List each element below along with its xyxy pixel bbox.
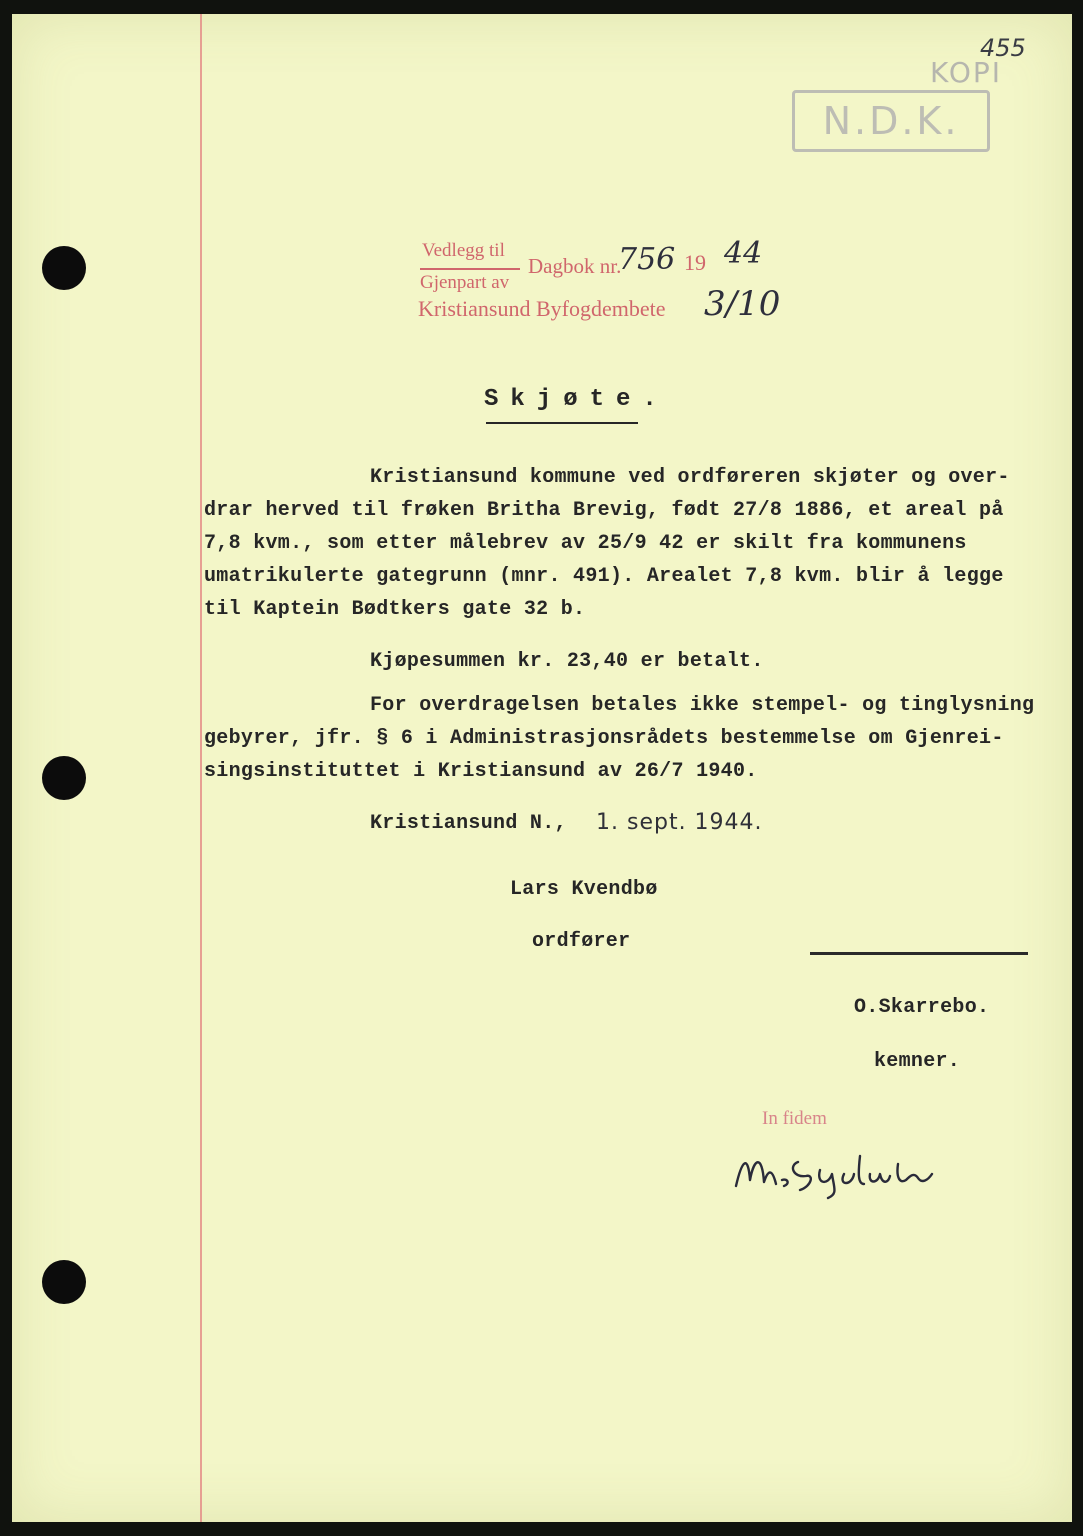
handwritten-signature [728,1140,938,1200]
body-line: til Kaptein Bødtkers gate 32 b. [204,598,586,621]
kemner-title: kemner. [874,1050,961,1073]
stamp-year-prefix: 19 [684,250,706,275]
stamp-dagbok-number: 756 [618,242,676,277]
punch-hole-middle [42,756,86,800]
body-line: For overdragelsen betales ikke stempel- og tinglysning [370,694,1035,717]
body-line: gebyrer, jfr. § 6 i Administrasjonsrådets bestemmelse om Gjenrei- [204,727,1004,750]
place: Kristiansund N., [370,812,567,835]
mayor-title: ordfører [532,930,631,953]
stamp-year-suffix: 44 [724,236,763,271]
stamp-rule [420,268,520,270]
punch-hole-top [42,246,86,290]
stamp-dagbok: Dagbok nr. [528,254,622,278]
stamp-vedlegg: Vedlegg til [422,240,505,261]
stamp-date: 3/10 [704,284,781,324]
in-fidem-stamp: In fidem [762,1108,827,1129]
body-line: Kristiansund kommune ved ordføreren skjøter og over- [370,466,1010,489]
kopi-stamp: KOPI [930,56,1003,89]
document-page [12,14,1072,1522]
margin-line [200,14,202,1522]
body-line: umatrikulerte gategrunn (mnr. 491). Arealet 7,8 kvm. blir å legge [204,565,1004,588]
title-underline [486,422,638,424]
body-line: drar herved til frøken Britha Brevig, født 27/8 1886, et areal på [204,499,1004,522]
ndk-stamp: N.D.K. [792,90,990,152]
body-line: singsinstituttet i Kristiansund av 26/7 1940. [204,760,758,783]
stamp-office: Kristiansund Byfogdembete [418,296,666,321]
body-line: 7,8 kvm., som etter målebrev av 25/9 42 er skilt fra kommunens [204,532,967,555]
body-line: Kjøpesummen kr. 23,40 er betalt. [370,650,764,673]
mayor-name: Lars Kvendbø [510,878,658,901]
stamp-gjenpart: Gjenpart av [420,272,510,293]
punch-hole-bottom [42,1260,86,1304]
date-handwritten: 1. sept. 1944. [596,810,763,835]
document-title: Skjøte. [484,386,669,413]
kemner-name: O.Skarrebo. [854,996,990,1019]
signature-line [810,952,1028,955]
page-number: 455 [980,34,1026,62]
